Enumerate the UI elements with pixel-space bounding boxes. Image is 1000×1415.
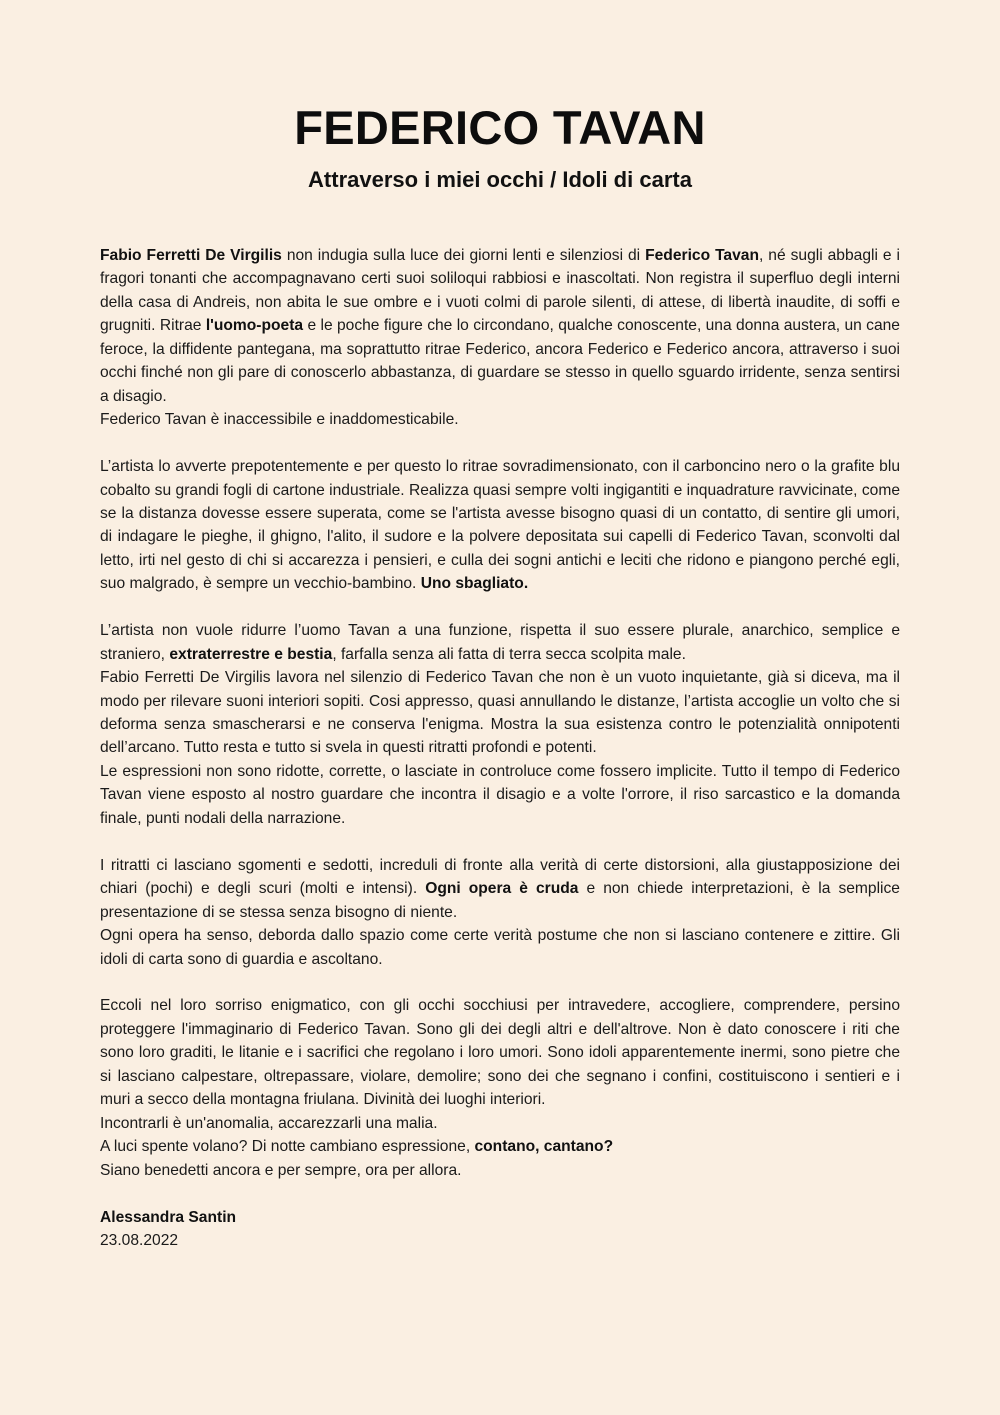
text-span: Incontrarli è un'anomalia, accarezzarli una malia.: [100, 1114, 438, 1132]
paragraph-line: [100, 455, 900, 596]
text-span: L’artista lo avverte prepotentemente e per questo lo ritrae sovradimensionato, con il carboncino nero o la grafite blu cobalto su grandi fogli di cartone industriale. Realizza quasi sempre volti ingigantiti e inquadrature ravvicinate, come se la distanza dovesse essere superata, come se l'artista avesse bisogno quasi di un contatto, di sentire gli umori, di indagare le pieghe, il ghigno, l'alito, il sudore e la polvere depositata sui capelli di Federico Tavan, sconvolti dal letto, irti nel gesto di chi si accarezza i pensieri, e culla dei sogni antichi e leciti che ridono e piangono perché egli, suo malgrado, è sempre un vecchio-bambino.: [100, 458, 900, 593]
bold-text: contano, cantano?: [474, 1138, 614, 1156]
paragraph-line: [100, 244, 900, 408]
paragraph-line: [100, 854, 900, 924]
paragraph-line: [100, 1112, 900, 1135]
bold-text: Ogni opera è cruda: [425, 880, 579, 898]
paragraph: [100, 455, 900, 596]
text-span: A luci spente volano? Di notte cambiano espressione,: [100, 1138, 475, 1156]
paragraph-line: [100, 619, 900, 666]
text-span: , farfalla senza ali fatta di terra secca scolpita male.: [332, 645, 686, 663]
bold-text: extraterrestre e bestia: [169, 645, 333, 663]
paragraph-line: [100, 760, 900, 830]
paragraph-line: [100, 666, 900, 760]
text-span: I ritratti ci lasciano sgomenti e sedotti, increduli di fronte alla verità di certe distorsioni, alla giustapposizione dei chiari (pochi) e degli scuri (molti e intensi).: [100, 856, 900, 898]
signature-block: [100, 1206, 900, 1253]
paragraph: [100, 244, 900, 432]
text-span: , né sugli abbagli e i fragori tonanti che accompagnavano certi suoi soliloqui rabbiosi e inascoltati. Non registra il superfluo degli interni della casa di Andreis, non abita le sue ombre e i vuoti colmi di parole silenti, di attese, di libertà inaudite, di soffi e grugniti. Ritrae: [100, 247, 900, 335]
paragraph-line: [100, 408, 900, 431]
paragraph: [100, 854, 900, 971]
text-span: Le espressioni non sono ridotte, corrette, o lasciate in controluce come fossero implicite. Tutto il tempo di Federico Tavan viene esposto al nostro guardare che incontra il disagio e a volte l'orrore, il riso sarcastico e la domanda finale, punti nodali della narrazione.: [100, 762, 900, 827]
text-span: L’artista non vuole ridurre l’uomo Tavan a una funzione, rispetta il suo essere plurale, anarchico, semplice e straniero,: [100, 622, 900, 663]
text-span: e non chiede interpretazioni, è la semplice presentazione di se stessa senza bisogno di niente.: [100, 880, 900, 921]
document-body: [100, 244, 900, 1252]
paragraph-line: [100, 1135, 900, 1158]
text-span: Siano benedetti ancora e per sempre, ora per allora.: [100, 1161, 462, 1179]
signature-date: 23.08.2022: [100, 1231, 179, 1249]
paragraph-line: [100, 924, 900, 971]
document-title: FEDERICO TAVAN: [294, 101, 706, 154]
text-span: non indugia sulla luce dei giorni lenti e silenziosi di: [281, 247, 646, 264]
text-span: e le poche figure che lo circondano, qualche conoscente, una donna austera, un cane feroce, la diffidente pantegana, ma soprattutto ritrae Federico, ancora Federico e Federico ancora, attraverso i suoi occhi finché non gli pare di conoscerlo abbastanza, di guardare se stesso in quello sguardo irridente, senza sentirsi a disagio.: [100, 317, 900, 405]
author-name: Alessandra Santin: [100, 1208, 237, 1226]
paragraph: [100, 994, 900, 1182]
text-span: Fabio Ferretti De Virgilis lavora nel silenzio di Federico Tavan che non è un vuoto inquietante, già si diceva, ma il modo per rilevare suoni interiori sopiti. Cosi appresso, quasi annullando le distanze, l’artista accoglie un volto che si deforma senza smascherarsi e ne conserva l'enigma. Mostra la sua esistenza contro le potenzialità onnipotenti dell’arcano. Tutto resta e tutto si svela in questi ritratti profondi e potenti.: [100, 669, 900, 757]
text-span: Ogni opera ha senso, deborda dallo spazio come certe verità postume che non si lasciano contenere e zittire. Gli idoli di carta sono di guardia e ascoltano.: [100, 927, 900, 968]
paragraph-line: [100, 994, 900, 1111]
bold-text: Fabio Ferretti De Virgilis: [100, 247, 282, 264]
text-span: Eccoli nel loro sorriso enigmatico, con gli occhi socchiusi per intravedere, accogliere, comprendere, persino proteggere l'immaginario di Federico Tavan. Sono gli dei degli altri e dell'altrove. Non è dato conoscere i riti che sono loro graditi, le litanie e i sacrifici che regolano i loro umori. Sono idoli apparentemente inermi, sono pietre che si lasciano calpestare, oltrepassare, violare, demolire; sono dei che segnano i confini, costituiscono i sentieri e i muri a secco della montagna friulana. Divinità dei luoghi interiori.: [100, 997, 900, 1109]
paragraph: [100, 619, 900, 830]
bold-text: Uno sbagliato.: [420, 575, 529, 593]
paragraph-line: [100, 1159, 900, 1182]
bold-text: Federico Tavan: [645, 247, 759, 264]
bold-text: l'uomo-poeta: [205, 317, 304, 335]
document-subtitle: Attraverso i miei occhi / Idoli di carta: [308, 167, 692, 192]
text-span: Federico Tavan è inaccessibile e inaddomesticabile.: [100, 411, 459, 429]
